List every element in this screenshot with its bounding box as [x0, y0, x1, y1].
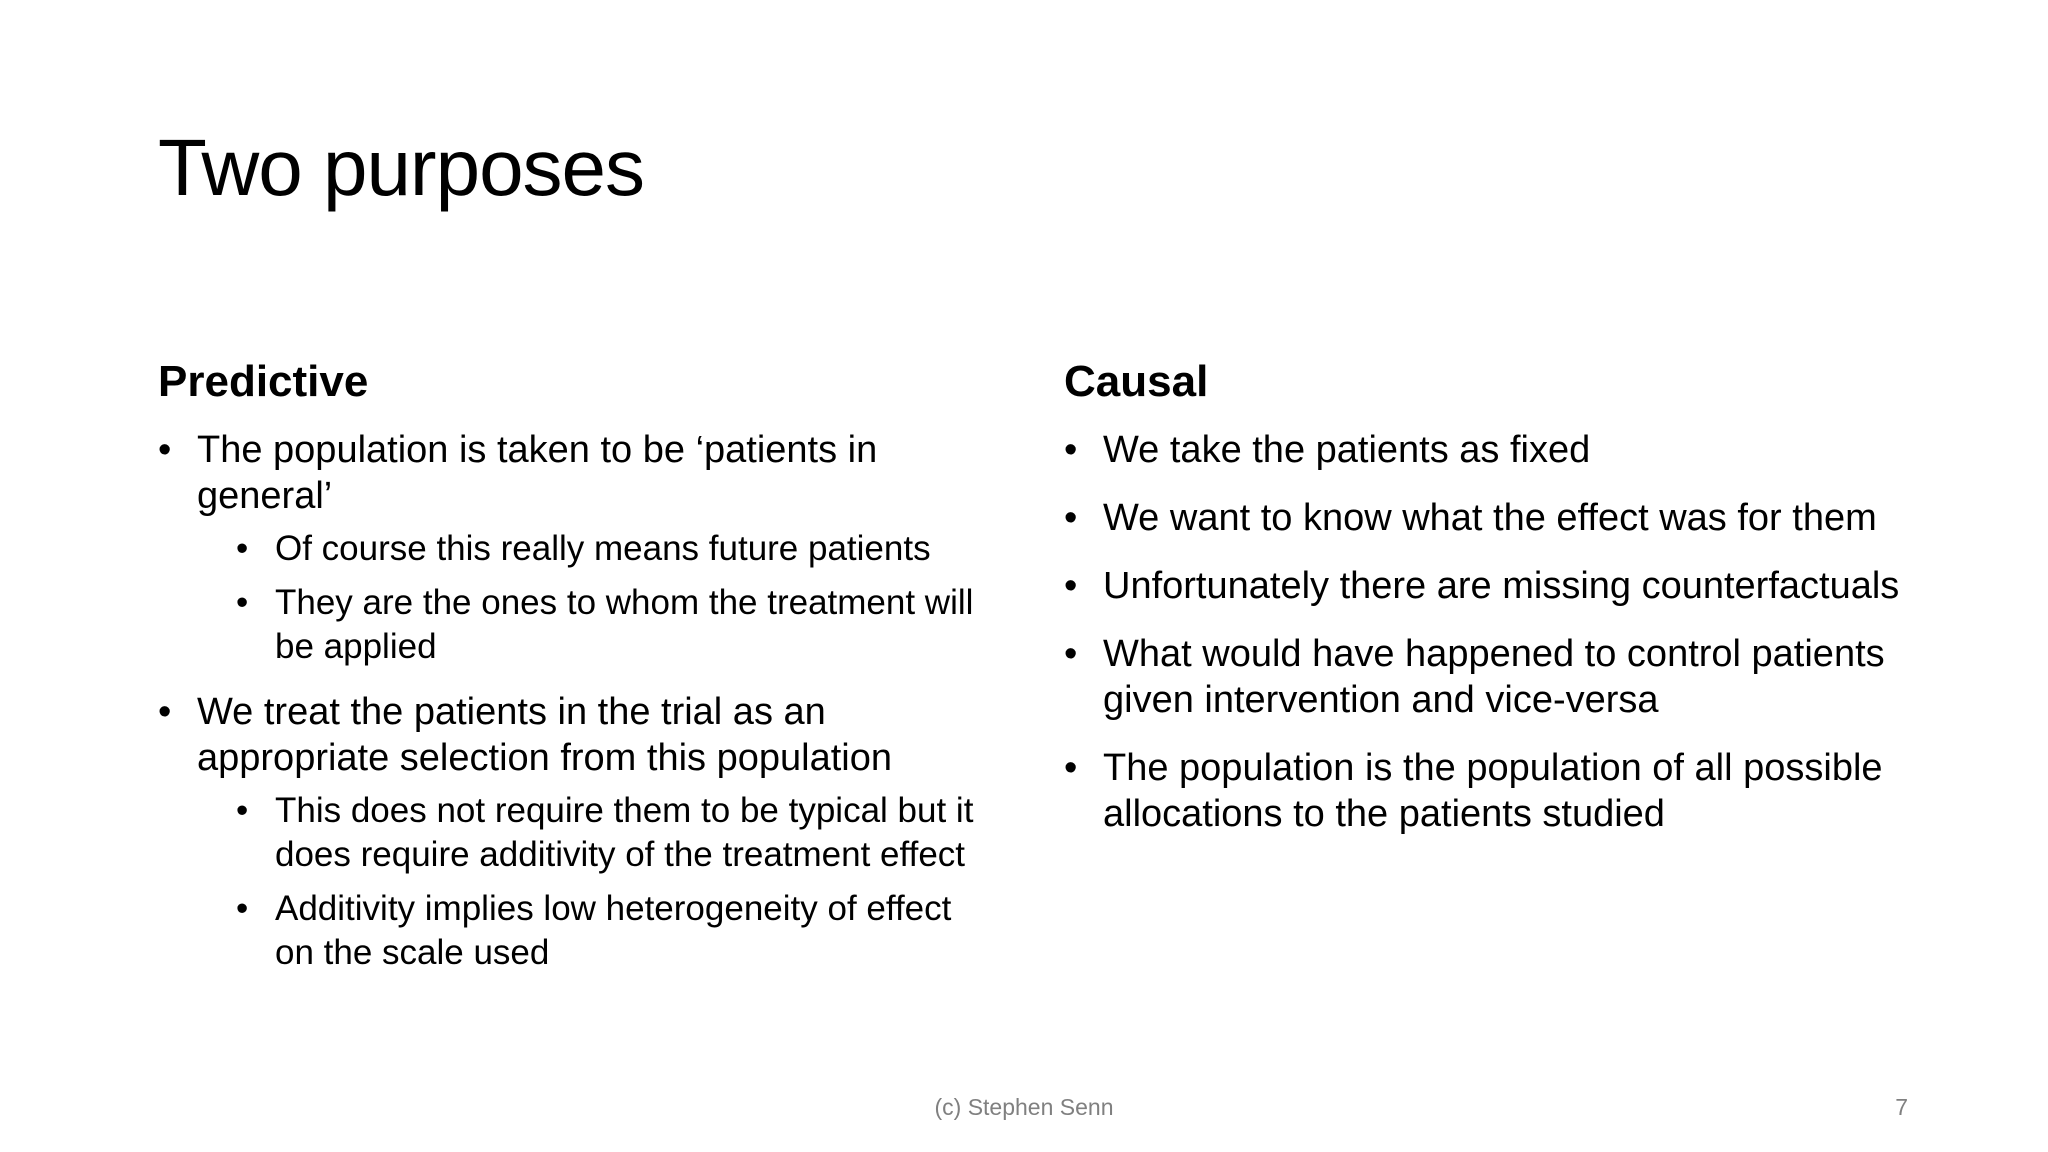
bullet-icon: • [236, 888, 249, 928]
list-item [1064, 495, 1904, 541]
bullet-icon: • [158, 428, 172, 471]
list-item-text: Of course this really means future patients [275, 528, 931, 568]
list-item-text: The population is the population of all possible allocations to the patients studied [1103, 746, 1883, 835]
slide-title: Two purposes [158, 123, 645, 212]
sub-bullet-list [236, 527, 998, 669]
predictive-bullet-list [158, 427, 998, 975]
bullet-icon: • [236, 790, 249, 830]
list-item [158, 689, 998, 975]
list-item [158, 427, 998, 669]
list-item-text: We treat the patients in the trial as an appropriate selection from this population [197, 690, 892, 779]
list-item [1064, 631, 1904, 723]
sub-bullet-list [236, 789, 998, 975]
footer-credit: (c) Stephen Senn [934, 1094, 1114, 1120]
causal-heading: Causal [1064, 357, 1209, 406]
predictive-column [158, 356, 998, 995]
list-item-text: This does not require them to be typical but it does require additivity of the treatment effect [275, 790, 974, 874]
causal-bullet-list [1064, 427, 1904, 837]
list-item-text: Unfortunately there are missing counterfactuals [1103, 564, 1900, 607]
list-item-text: Additivity implies low heterogeneity of effect on the scale used [275, 888, 952, 972]
page-number: 7 [1895, 1094, 1908, 1120]
list-item-text: The population is taken to be ‘patients in general’ [197, 428, 878, 517]
bullet-icon: • [1064, 496, 1078, 539]
bullet-icon: • [1064, 564, 1078, 607]
list-item-text: They are the ones to whom the treatment will be applied [275, 582, 974, 666]
bullet-icon: • [1064, 632, 1078, 675]
bullet-icon: • [158, 690, 172, 733]
bullet-icon: • [236, 528, 249, 568]
bullet-icon: • [1064, 428, 1078, 471]
list-item-text: What would have happened to control patients given intervention and vice-versa [1103, 632, 1885, 721]
list-item [236, 581, 998, 669]
list-item [1064, 745, 1904, 837]
list-item [1064, 427, 1904, 473]
bullet-icon: • [1064, 746, 1078, 789]
list-item-text: We take the patients as fixed [1103, 428, 1591, 471]
list-item [1064, 563, 1904, 609]
bullet-icon: • [236, 582, 249, 622]
list-item [236, 527, 998, 571]
predictive-heading: Predictive [158, 357, 369, 406]
list-item [236, 887, 998, 975]
causal-column [1064, 356, 1904, 859]
list-item [236, 789, 998, 877]
list-item-text: We want to know what the effect was for them [1103, 496, 1877, 539]
